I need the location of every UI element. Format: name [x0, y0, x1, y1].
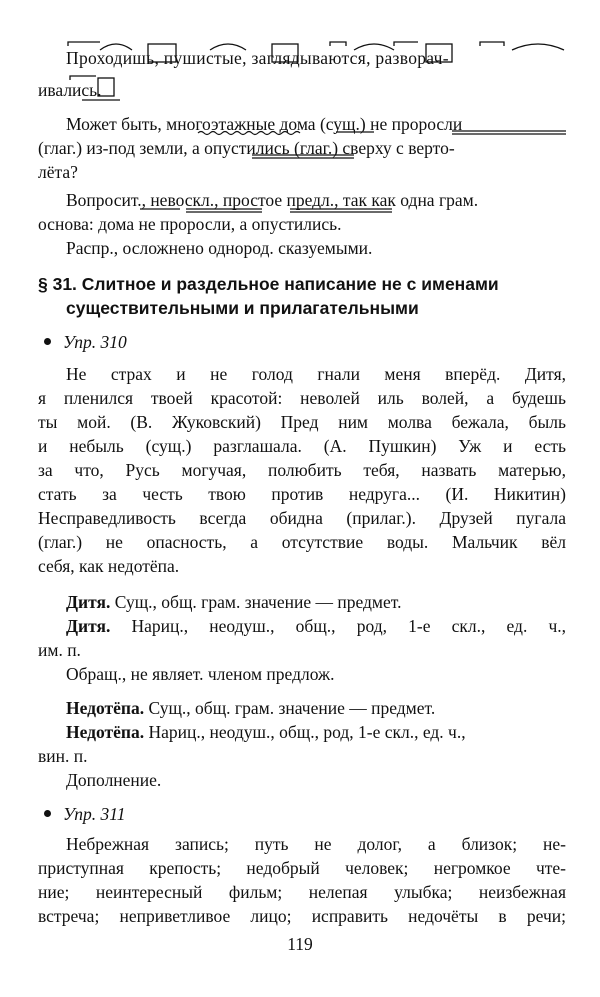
analysis-1-note: Обращ., не являет. членом предлож.	[66, 664, 335, 684]
para1-line-1: Может быть, многоэтажные дома (сущ.) не проросли	[66, 114, 463, 134]
para2-line-1: Вопросит., невоскл., простое предл., так как одна грам.	[66, 190, 479, 210]
bullet-icon	[44, 810, 51, 817]
analysis-1b-word: Дитя.	[66, 616, 111, 636]
ex310-line-4: и небыль (сущ.) разглашала. (А. Пушкин) Уж и есть	[38, 436, 566, 456]
exercise-311-label	[44, 802, 126, 826]
morphemic-line-1: Проходишь, пушистые, заглядываются, разворач-	[66, 48, 449, 68]
analysis-2a	[66, 696, 566, 720]
analysis-1a-text: Сущ., общ. грам. значение — предмет.	[114, 592, 402, 612]
analysis-2-note: Дополнение.	[66, 770, 162, 790]
ex310-line-2: я пленился твоей красотой: неволей иль волей, а будешь	[38, 388, 566, 408]
ex310-line-6: стать за честь твою против недруга... (И. Никитин)	[38, 484, 566, 504]
morphemic-line-2: ивались.	[38, 80, 102, 100]
analysis-1a-word: Дитя.	[66, 592, 111, 612]
analysis-2b-word: Недотёпа.	[66, 722, 145, 742]
ex310-line-7: Несправедливость всегда обидна (прилаг.). Друзей пугала	[38, 508, 566, 528]
para3-line: Распр., осложнено однород. сказуемыми.	[66, 238, 373, 258]
ex311-line-3: ние; неинтересный фильм; нелепая улыбка; неизбежная	[38, 882, 566, 902]
page-number: 119	[287, 934, 313, 954]
ex311-line-1: Небрежная запись; путь не долог, а близок; не-	[66, 834, 566, 854]
ex310-line-5: за что, Русь могучая, полюбить тебя, назвать матерью,	[38, 460, 566, 480]
analysis-2a-word: Недотёпа.	[66, 698, 145, 718]
analysis-2-cont: вин. п.	[38, 746, 88, 766]
bullet-icon	[44, 338, 51, 345]
analysis-2b-text: Нариц., неодуш., общ., род, 1-е скл., ед. ч.,	[148, 722, 466, 742]
ex310-line-9: себя, как недотёпа.	[38, 556, 180, 576]
analysis-1a	[66, 590, 566, 614]
ex310-line-3: ты мой. (В. Жуковский) Пред ним молва бежала, быль	[38, 412, 566, 432]
analysis-1b	[66, 614, 566, 638]
section-heading-line-2: существительными и прилагательными	[66, 298, 419, 318]
exercise-310-label	[44, 330, 127, 354]
para1-line-2: (глаг.) из-под земли, а опустились (глаг.) сверху с верто-	[38, 138, 455, 158]
ex310-line-8: (глаг.) не опасность, а отсутствие воды. Мальчик вёл	[38, 532, 566, 552]
syntax-underlines	[0, 0, 600, 240]
section-heading-line-1: § 31. Слитное и раздельное написание не с именами	[38, 274, 499, 294]
analysis-2b	[66, 720, 566, 744]
ex311-line-2: приступная крепость; недобрый человек; негромкое чте-	[38, 858, 566, 878]
para2-line-2: основа: дома не проросли, а опустились.	[38, 214, 342, 234]
ex310-line-1: Не страх и не голод гнали меня вперёд. Дитя,	[66, 364, 566, 384]
ex311-line-4: встреча; неприветливое лицо; исправить недочёты в речи;	[38, 906, 566, 926]
exercise-310-label-text: Упр. 310	[63, 332, 127, 352]
analysis-1b-text: Нариц., неодуш., общ., род, 1-е скл., ед. ч.,	[131, 616, 567, 636]
analysis-1-cont: им. п.	[38, 640, 81, 660]
exercise-311-label-text: Упр. 311	[63, 804, 126, 824]
analysis-2a-text: Сущ., общ. грам. значение — предмет.	[148, 698, 436, 718]
para1-line-3: лёта?	[38, 162, 78, 182]
